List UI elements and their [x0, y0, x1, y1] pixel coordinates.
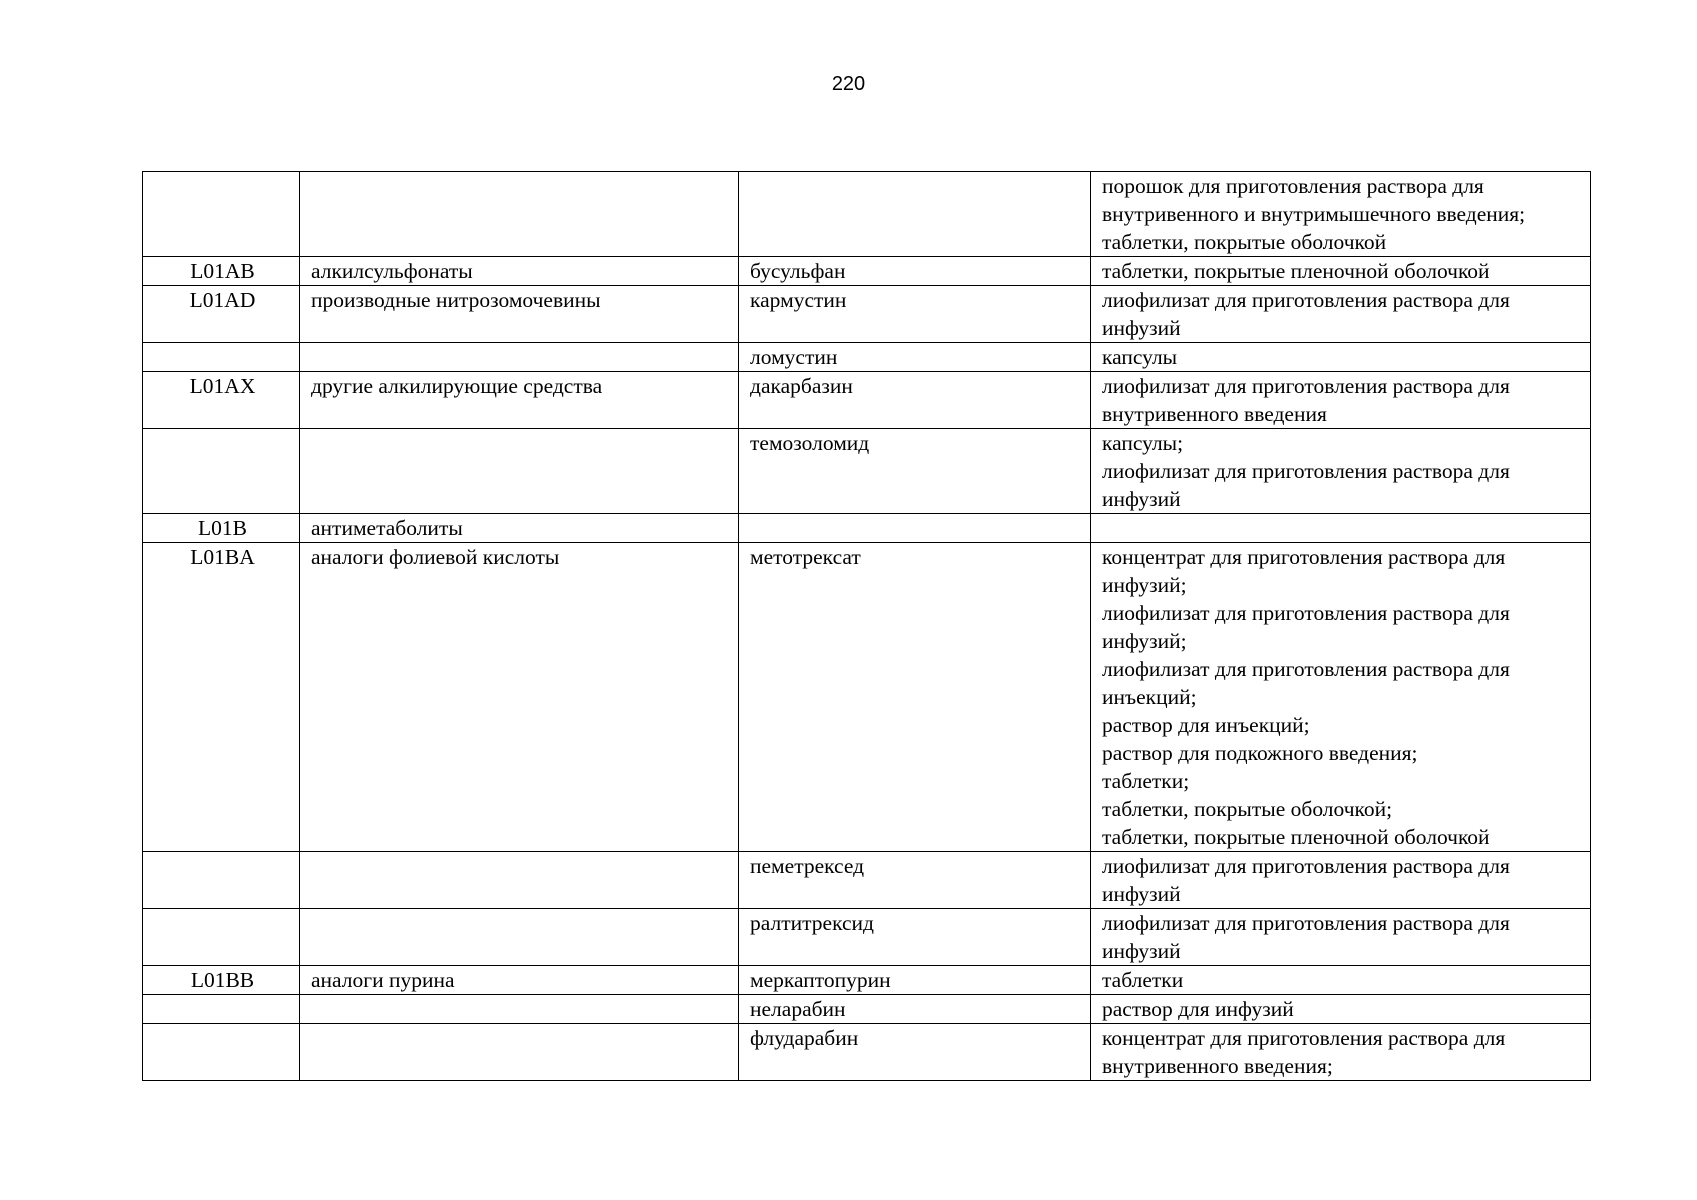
table-row	[143, 909, 1591, 966]
group-name-cell: аналоги фолиевой кислоты	[300, 543, 739, 852]
dosage-forms-cell	[1091, 429, 1591, 514]
table-row	[143, 343, 1591, 372]
group-name-cell: алкилсульфонаты	[300, 257, 739, 286]
drug-name-cell: меркаптопурин	[739, 966, 1091, 995]
table-row	[143, 429, 1591, 514]
group-name-cell	[300, 429, 739, 514]
atc-code-cell	[143, 909, 300, 966]
dosage-form-line: инфузий	[1102, 882, 1181, 906]
dosage-form-line: лиофилизат для приготовления раствора для	[1102, 288, 1510, 312]
drug-table	[142, 171, 1591, 1081]
dosage-forms-cell	[1091, 909, 1591, 966]
table-row	[143, 543, 1591, 852]
drug-name-cell: метотрексат	[739, 543, 1091, 852]
dosage-form-line: капсулы	[1102, 345, 1178, 369]
dosage-form-line: инфузий	[1102, 939, 1181, 963]
drug-name-cell	[739, 514, 1091, 543]
dosage-form-line: раствор для инфузий	[1102, 997, 1294, 1021]
atc-code-cell	[143, 343, 300, 372]
dosage-form-line: раствор для инъекций;	[1102, 713, 1310, 737]
drug-name-cell: ломустин	[739, 343, 1091, 372]
dosage-form-line	[1102, 514, 1582, 542]
group-name-cell: аналоги пурина	[300, 966, 739, 995]
dosage-form-line: таблетки, покрытые пленочной оболочкой	[1102, 259, 1490, 283]
dosage-forms-cell	[1091, 995, 1591, 1024]
atc-code-cell	[143, 172, 300, 257]
atc-code-cell: L01BA	[143, 543, 300, 852]
table-row	[143, 1024, 1591, 1081]
drug-name-cell: дакарбазин	[739, 372, 1091, 429]
dosage-form-line: таблетки, покрытые оболочкой	[1102, 230, 1387, 254]
dosage-forms-cell	[1091, 1024, 1591, 1081]
drug-name-cell: неларабин	[739, 995, 1091, 1024]
atc-code-cell: L01B	[143, 514, 300, 543]
drug-name-cell: бусульфан	[739, 257, 1091, 286]
dosage-forms-cell	[1091, 286, 1591, 343]
dosage-form-line: таблетки;	[1102, 769, 1190, 793]
table-row	[143, 852, 1591, 909]
group-name-cell: антиметаболиты	[300, 514, 739, 543]
dosage-forms-cell	[1091, 257, 1591, 286]
atc-code-cell	[143, 995, 300, 1024]
dosage-form-line: лиофилизат для приготовления раствора для	[1102, 911, 1510, 935]
drug-name-cell: кармустин	[739, 286, 1091, 343]
dosage-forms-cell	[1091, 372, 1591, 429]
dosage-form-line: таблетки	[1102, 968, 1184, 992]
table-row	[143, 995, 1591, 1024]
dosage-form-line: раствор для подкожного введения;	[1102, 741, 1418, 765]
drug-name-cell	[739, 172, 1091, 257]
atc-code-cell: L01AB	[143, 257, 300, 286]
group-name-cell	[300, 172, 739, 257]
table-row	[143, 172, 1591, 257]
dosage-form-line: внутривенного введения;	[1102, 1054, 1333, 1078]
group-name-cell: другие алкилирующие средства	[300, 372, 739, 429]
table-row	[143, 372, 1591, 429]
dosage-forms-cell	[1091, 343, 1591, 372]
group-name-cell	[300, 852, 739, 909]
page-number: 220	[831, 73, 866, 95]
dosage-form-line: лиофилизат для приготовления раствора для	[1102, 854, 1510, 878]
table-row	[143, 966, 1591, 995]
drug-name-cell: пеметрексед	[739, 852, 1091, 909]
atc-code-cell: L01BB	[143, 966, 300, 995]
dosage-forms-cell	[1091, 543, 1591, 852]
dosage-forms-cell	[1091, 172, 1591, 257]
dosage-form-line: лиофилизат для приготовления раствора для	[1102, 459, 1510, 483]
atc-code-cell: L01AX	[143, 372, 300, 429]
dosage-forms-cell	[1091, 966, 1591, 995]
group-name-cell	[300, 1024, 739, 1081]
group-name-cell	[300, 909, 739, 966]
dosage-form-line: внутривенного и внутримышечного введения;	[1102, 202, 1526, 226]
dosage-form-line: лиофилизат для приготовления раствора для	[1102, 657, 1510, 681]
group-name-cell: производные нитрозомочевины	[300, 286, 739, 343]
group-name-cell	[300, 995, 739, 1024]
dosage-form-line: инфузий;	[1102, 573, 1187, 597]
dosage-form-line: лиофилизат для приготовления раствора для	[1102, 374, 1510, 398]
dosage-form-line: капсулы;	[1102, 431, 1184, 455]
dosage-form-line: инфузий	[1102, 487, 1181, 511]
drug-name-cell: ралтитрексид	[739, 909, 1091, 966]
dosage-form-line: лиофилизат для приготовления раствора для	[1102, 601, 1510, 625]
drug-name-cell: темозоломид	[739, 429, 1091, 514]
dosage-form-line: таблетки, покрытые пленочной оболочкой	[1102, 825, 1490, 849]
atc-code-cell	[143, 429, 300, 514]
table-row	[143, 257, 1591, 286]
table-row	[143, 286, 1591, 343]
dosage-form-line: концентрат для приготовления раствора для	[1102, 545, 1506, 569]
atc-code-cell	[143, 852, 300, 909]
table-body	[143, 172, 1591, 1081]
dosage-form-line: таблетки, покрытые оболочкой;	[1102, 797, 1393, 821]
dosage-forms-cell	[1091, 514, 1591, 543]
dosage-form-line: инфузий;	[1102, 629, 1187, 653]
drug-name-cell: флударабин	[739, 1024, 1091, 1081]
table-row	[143, 514, 1591, 543]
dosage-form-line: концентрат для приготовления раствора для	[1102, 1026, 1506, 1050]
atc-code-cell	[143, 1024, 300, 1081]
dosage-form-line: порошок для приготовления раствора для	[1102, 174, 1484, 198]
atc-code-cell: L01AD	[143, 286, 300, 343]
dosage-forms-cell	[1091, 852, 1591, 909]
dosage-form-line: инъекций;	[1102, 685, 1197, 709]
dosage-form-line: внутривенного введения	[1102, 402, 1327, 426]
group-name-cell	[300, 343, 739, 372]
dosage-form-line: инфузий	[1102, 316, 1181, 340]
